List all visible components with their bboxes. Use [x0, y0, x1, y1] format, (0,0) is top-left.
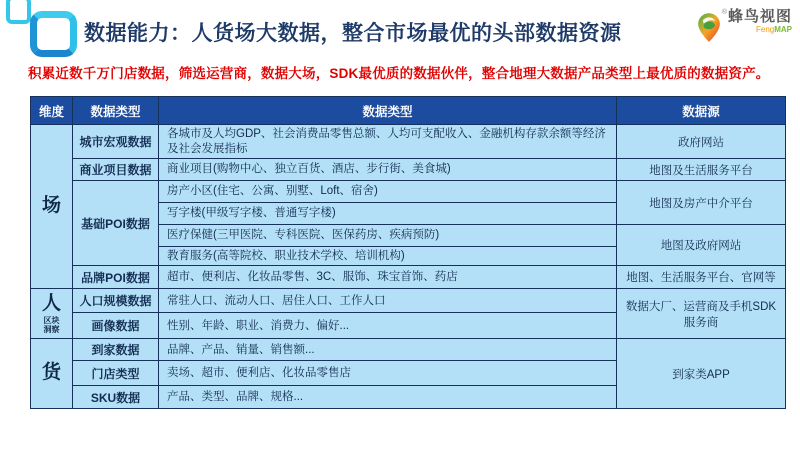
detail-cell: 超市、便利店、化妆品零售、3C、服饰、珠宝首饰、药店 — [159, 266, 617, 289]
source-cell: 数据大厂、运营商及手机SDK服务商 — [617, 289, 786, 339]
detail-cell: 商业项目(购物中心、独立百货、酒店、步行街、美食城) — [159, 159, 617, 181]
table-row — [31, 339, 786, 361]
dimension-cell-ren — [31, 289, 73, 339]
type-cell: 商业项目数据 — [73, 159, 159, 181]
brand-sub-map: MAP — [774, 25, 792, 34]
detail-cell: 卖场、超市、便利店、化妆品零售店 — [159, 361, 617, 386]
detail-cell: 性别、年龄、职业、消费力、偏好... — [159, 313, 617, 339]
type-cell: 城市宏观数据 — [73, 125, 159, 159]
source-cell: 到家类APP — [617, 339, 786, 409]
type-cell: 到家数据 — [73, 339, 159, 361]
detail-cell: 房产小区(住宅、公寓、别墅、Loft、宿舍) — [159, 181, 617, 203]
detail-cell: 写字楼(甲级写字楼、普通写字楼) — [159, 203, 617, 225]
dimension-label: 货 — [41, 362, 61, 384]
detail-cell: 各城市及人均GDP、社会消费品零售总额、人均可支配收入、金融机构存款余额等经济及社会发展指标 — [159, 125, 617, 159]
dimension-label: 人 — [41, 292, 61, 314]
table-row — [31, 266, 786, 289]
map-pin-icon — [696, 12, 722, 44]
data-table — [30, 96, 786, 409]
source-cell: 地图、生活服务平台、官网等 — [617, 266, 786, 289]
detail-cell: 常驻人口、流动人口、居住人口、工作人口 — [159, 289, 617, 313]
brand-logo — [696, 9, 792, 44]
subtitle-text: 积累近数千万门店数据，筛选运营商，数据大场，SDK最优质的数据伙伴，整合地理大数据产品类型上最优质的数据资产。 — [28, 66, 770, 81]
slide-logo-icon — [2, 0, 80, 60]
detail-cell: 品牌、产品、销量、销售额... — [159, 339, 617, 361]
type-cell: SKU数据 — [73, 386, 159, 409]
page-title: 数据能力：人货场大数据，整合市场最优的头部数据资源 — [84, 22, 622, 45]
brand-name: 蜂鸟视图 — [727, 8, 792, 25]
type-cell: 画像数据 — [73, 313, 159, 339]
source-cell: 地图及生活服务平台 — [617, 159, 786, 181]
column-header-dimension: 维度 — [31, 97, 73, 125]
column-header-datasource: 数据源 — [617, 97, 786, 125]
registered-mark: ® — [721, 9, 727, 16]
dimension-subline: 区块 — [43, 315, 60, 325]
dimension-label: 场 — [41, 195, 61, 217]
source-cell: 地图及政府网站 — [617, 225, 786, 266]
table-row — [31, 125, 786, 159]
type-cell: 门店类型 — [73, 361, 159, 386]
table-header-row — [31, 97, 786, 125]
logo-square-large-icon — [30, 11, 77, 57]
type-cell: 品牌POI数据 — [73, 266, 159, 289]
type-cell: 人口规模数据 — [73, 289, 159, 313]
dimension-cell-huo — [31, 339, 73, 409]
table-row — [31, 181, 786, 203]
source-cell: 政府网站 — [617, 125, 786, 159]
source-cell: 地图及房产中介平台 — [617, 181, 786, 225]
brand-sub-feng: Feng — [755, 25, 775, 34]
detail-cell: 产品、类型、品牌、规格... — [159, 386, 617, 409]
table-row — [31, 159, 786, 181]
brand-text — [728, 9, 792, 34]
table-row — [31, 289, 786, 313]
brand-subname — [756, 26, 792, 34]
column-header-datatype-detail: 数据类型 — [159, 97, 617, 125]
type-cell: 基础POI数据 — [73, 181, 159, 266]
column-header-datatype: 数据类型 — [73, 97, 159, 125]
dimension-sublabel — [31, 316, 72, 334]
header — [0, 0, 800, 58]
dimension-cell-chang — [31, 125, 73, 289]
dimension-subline: 洞察 — [43, 324, 60, 334]
detail-cell: 教育服务(高等院校、职业技术学校、培训机构) — [159, 247, 617, 266]
detail-cell: 医疗保健(三甲医院、专科医院、医保药房、疾病预防) — [159, 225, 617, 247]
logo-square-small-icon — [6, 0, 31, 24]
